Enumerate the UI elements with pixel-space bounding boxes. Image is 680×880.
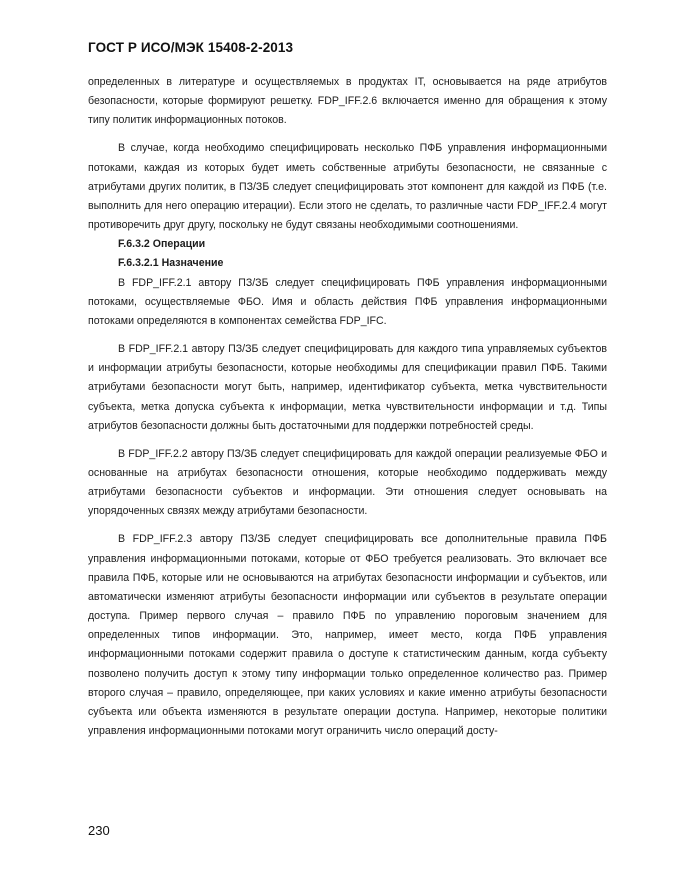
paragraph: В FDP_IFF.2.1 автору ПЗ/ЗБ следует специфицировать для каждого типа управляемых субъектов и информации атрибуты безопасности, которые необходимы для спецификации правил ПФБ. Такими атрибутами безопасности могут быть, например, идентификатор субъекта, метка чувствительности субъекта, метка допуска субъекта к информации, метка чувствительности информации и т.д. Типы атрибутов безопасности должны быть достаточными для поддержки потребностей среды. <box>88 343 607 432</box>
page-number: 230 <box>88 823 110 838</box>
paragraph: В FDP_IFF.2.1 автору ПЗ/ЗБ следует специфицировать ПФБ управления информационными потоками, осуществляемые ФБО. Имя и область действия ПФБ управления информационными потоками определяются в компонентах семейства FDP_IFC. <box>88 276 607 327</box>
paragraph: определенных в литературе и осуществляемых в продуктах IT, основывается на ряде атрибутов безопасности, которые формируют решетку. FDP_IFF.2.6 включается именно для обращения к этому типу политик информационных потоков. <box>88 76 607 127</box>
subsection-heading: F.6.3.2.1 Назначение <box>118 257 224 270</box>
paragraph: В FDP_IFF.2.2 автору ПЗ/ЗБ следует специфицировать для каждой операции реализуемые ФБО и основанные на атрибутах безопасности отношения, которые необходимо поддерживать между атрибутами безопасности субъектов и информации. Эти отношения следует основывать на упорядоченных связях между атрибутами безопасности. <box>88 447 607 518</box>
paragraph: В случае, когда необходимо специфицировать несколько ПФБ управления информационными потоками, каждая из которых будет иметь собственные атрибуты безопасности, не связанные с атрибутами других политик, в ПЗ/ЗБ следует специфицировать этот компонент для каждой из ПФБ (т.е. выполнить для него операцию итерации). Если этого не сделать, то различные части FDP_IFF.2.4 могут противоречить друг другу, поскольку не будут связаны необходимыми соотношениями. <box>88 142 607 232</box>
paragraph: В FDP_IFF.2.3 автору ПЗ/ЗБ следует специфицировать все дополнительные правила ПФБ управления информационными потоками, которые от ФБО требуется реализовать. Это включает все правила ПФБ, которые или не основываются на атрибутах безопасности информации и субъектов, или автоматически изменяют атрибуты безопасности информации или субъектов в результате операции доступа. Пример первого случая – правило ПФБ по управлению пороговым значением для определенных типов информации. Это, например, имеет место, когда ПФБ управления информационными потоками содержит правила о доступе к статистическим данным, когда субъекту позволено получить доступ к этому типу информации только определенное количество раз. Пример второго случая – правило, определяющее, при каких условиях и какие именно атрибуты безопасности субъекта или объекта изменяются в результате операции доступа. Например, некоторые политики управления информационными потоками могут ограничить число операций досту- <box>88 533 607 737</box>
document-header: ГОСТ Р ИСО/МЭК 15408-2-2013 <box>88 40 294 55</box>
document-body <box>88 73 607 741</box>
section-heading: F.6.3.2 Операции <box>118 238 206 251</box>
